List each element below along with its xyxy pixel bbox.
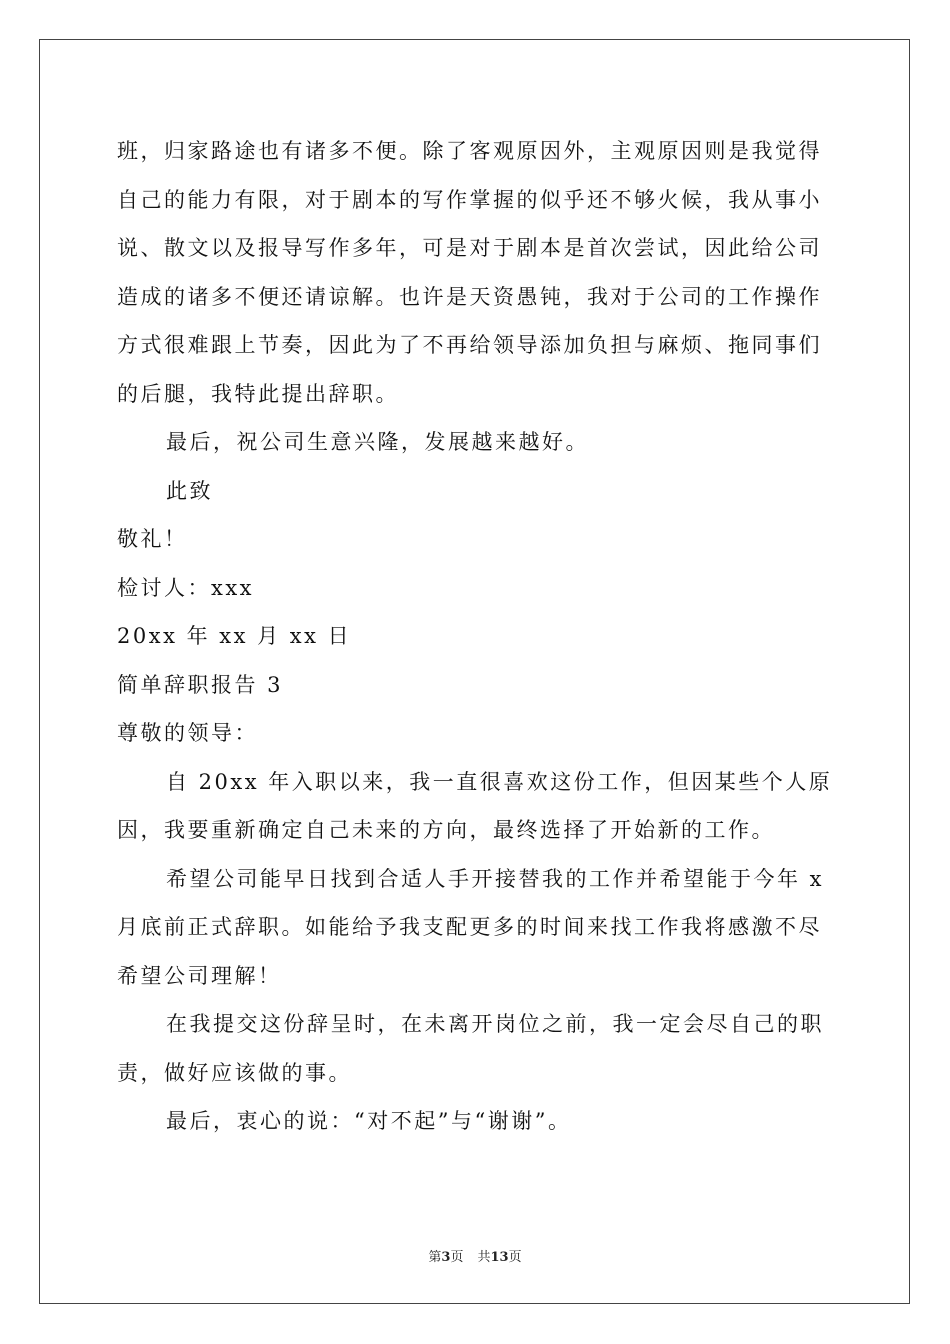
document-body — [117, 127, 837, 1146]
salutation-jingli: 敬礼！ — [117, 527, 188, 551]
salutation-cizhi: 此致 — [166, 478, 213, 503]
page-prefix: 第 — [428, 1250, 442, 1265]
text-line-1: 班，归家路途也有诸多不便。除了客观原因外，主观原因则是我觉得 — [117, 139, 822, 163]
text-line-21: 最后，衷心的说：“对不起”与“谢谢”。 — [166, 1109, 572, 1133]
letter-greeting: 尊敬的领导： — [117, 721, 258, 745]
page-current: 3 — [441, 1250, 451, 1265]
closing-wish: 最后，祝公司生意兴隆，发展越来越好。 — [166, 430, 589, 454]
section-title: 简单辞职报告 3 — [117, 672, 284, 697]
text-line-19: 在我提交这份辞呈时，在未离开岗位之前，我一定会尽自己的职 — [166, 1012, 824, 1036]
total-prefix: 共 — [477, 1250, 491, 1265]
page-total: 13 — [490, 1250, 509, 1265]
text-line-5: 方式很难跟上节奏，因此为了不再给领导添加负担与麻烦、拖同事们 — [117, 333, 822, 357]
text-line-15: 因，我要重新确定自己未来的方向，最终选择了开始新的工作。 — [117, 818, 775, 842]
text-line-18: 希望公司理解！ — [117, 963, 282, 988]
text-line-3: 说、散文以及报导写作多年，可是对于剧本是首次尝试，因此给公司 — [117, 236, 822, 260]
text-line-17: 月底前正式辞职。如能给予我支配更多的时间来找工作我将感激不尽 — [117, 915, 822, 939]
total-suffix: 页 — [508, 1250, 522, 1265]
signature-name: 检讨人：xxx — [117, 575, 255, 600]
text-line-14: 自 20xx 年入职以来，我一直很喜欢这份工作，但因某些个人原 — [166, 769, 833, 794]
text-line-16: 希望公司能早日找到合适人手开接替我的工作并希望能于今年 x — [166, 866, 825, 891]
text-line-4: 造成的诸多不便还请谅解。也许是天资愚钝，我对于公司的工作操作 — [117, 284, 822, 309]
page-footer — [0, 1246, 950, 1265]
text-line-20: 责，做好应该做的事。 — [117, 1060, 352, 1085]
text-line-6: 的后腿，我特此提出辞职。 — [117, 381, 399, 406]
signature-date: 20xx 年 xx 月 xx 日 — [117, 624, 352, 648]
page-suffix: 页 — [450, 1250, 464, 1265]
text-line-2: 自己的能力有限，对于剧本的写作掌握的似乎还不够火候，我从事小 — [117, 187, 822, 212]
